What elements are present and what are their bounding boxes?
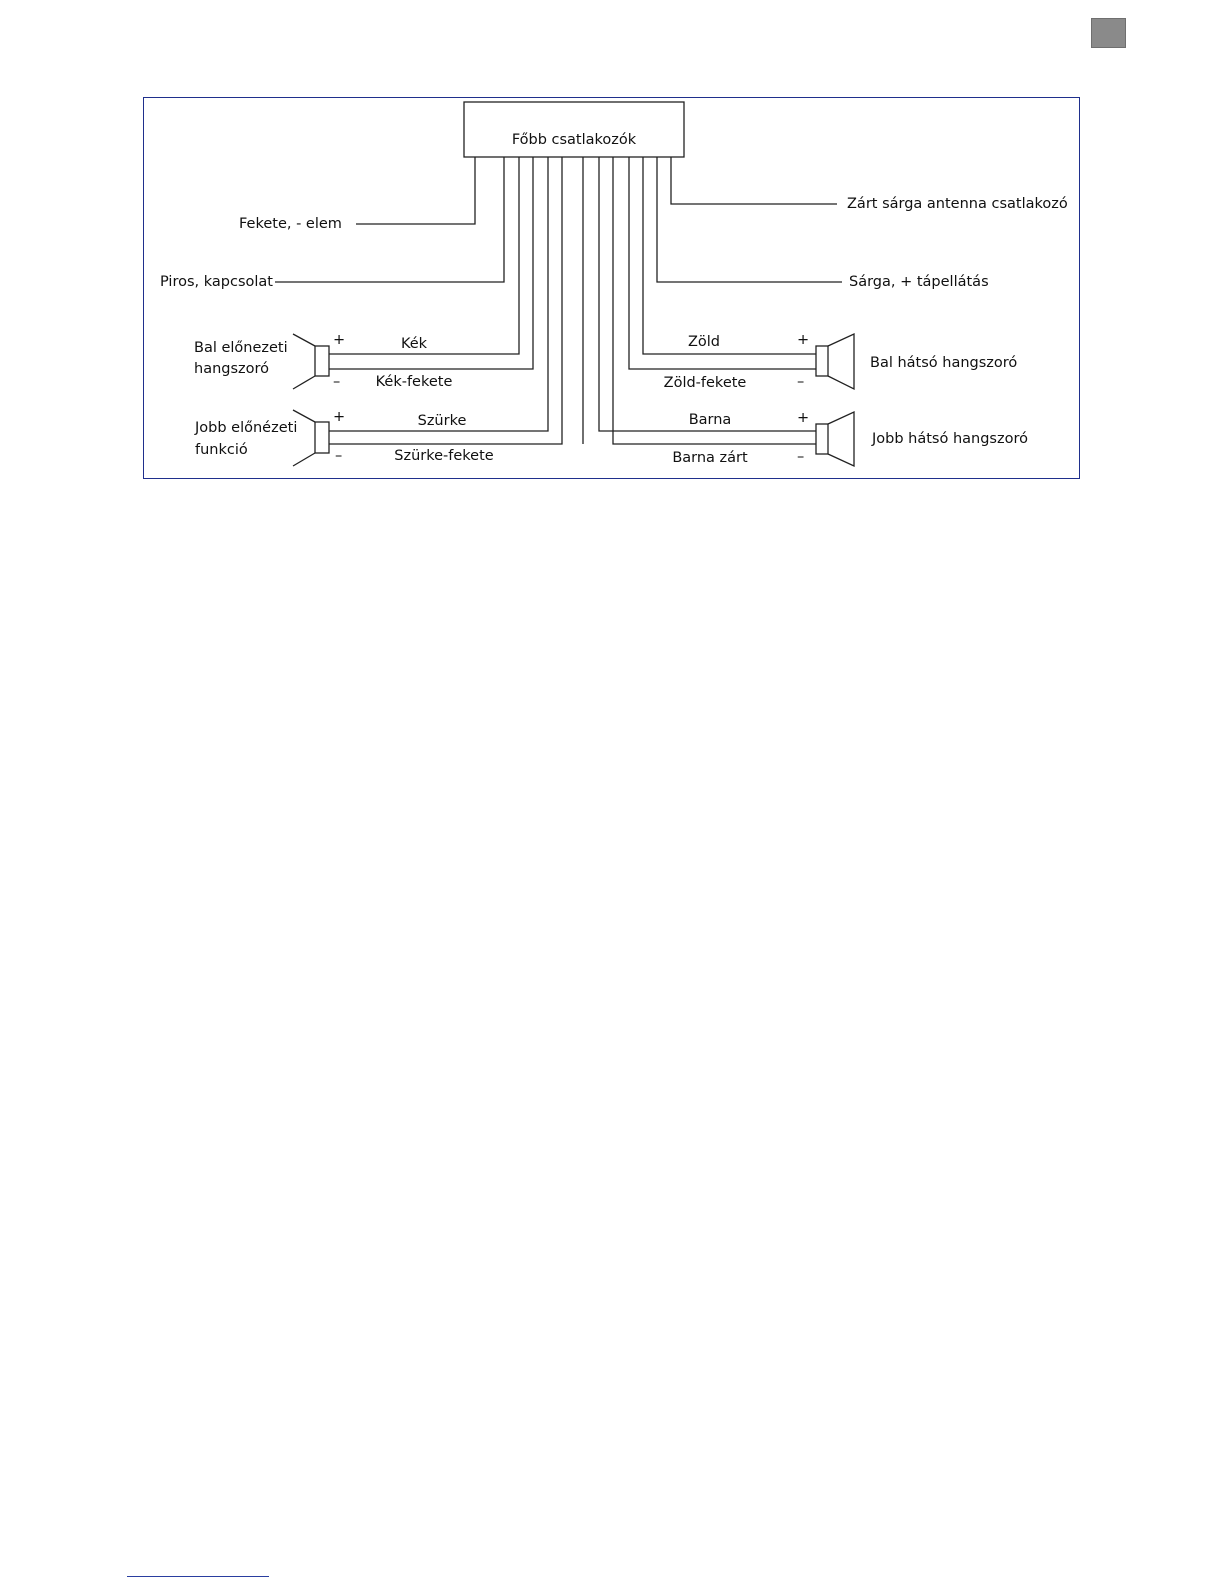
wire-blue-black [329, 157, 533, 369]
polarity-plus-rear-left: + [797, 332, 810, 348]
main-connector-box [464, 102, 684, 157]
label-rear-right-speaker: Jobb hátsó hangszoró [872, 431, 1028, 447]
label-red-switch: Piros, kapcsolat [160, 274, 273, 290]
wire-black-ground [356, 157, 475, 224]
label-rear-left-speaker: Bal hátsó hangszoró [870, 355, 1018, 371]
label-black-ground: Fekete, - elem [239, 216, 342, 232]
speaker-rear-right-icon [816, 412, 854, 466]
polarity-plus-front-left: + [333, 332, 346, 348]
label-wire-green-black: Zöld-fekete [663, 375, 747, 391]
label-yellow-power: Sárga, + tápellátás [849, 274, 989, 290]
polarity-minus-front-left: – [333, 374, 341, 390]
wire-grey-black [329, 157, 562, 444]
polarity-plus-rear-right: + [797, 410, 810, 426]
label-front-right-speaker-line2: funkció [195, 442, 248, 458]
polarity-minus-rear-right: – [797, 449, 805, 465]
label-yellow-antenna: Zárt sárga antenna csatlakozó [847, 196, 1068, 212]
wiring-diagram [144, 98, 1079, 478]
polarity-plus-front-right: + [333, 409, 346, 425]
label-wire-blue-black: Kék-fekete [375, 374, 453, 390]
speaker-front-right-icon [293, 410, 329, 466]
speaker-rear-left-icon [816, 334, 854, 389]
polarity-minus-front-right: – [335, 448, 343, 464]
label-wire-grey: Szürke [417, 413, 467, 429]
label-front-left-speaker: Bal előnezeti [194, 340, 288, 356]
wire-yellow-antenna [671, 157, 837, 204]
label-wire-green: Zöld [687, 334, 721, 350]
wire-blue [329, 157, 519, 354]
footnote-rule [127, 1576, 269, 1577]
connector-label: Főbb csatlakozók [511, 132, 637, 148]
polarity-minus-rear-left: – [797, 374, 805, 390]
wire-yellow-power [657, 157, 842, 282]
label-wire-brown-stripe: Barna zárt [672, 450, 748, 466]
label-wire-brown: Barna [688, 412, 732, 428]
label-wire-blue: Kék [400, 336, 428, 352]
wire-green [643, 157, 816, 354]
label-front-right-speaker: Jobb előnézeti [195, 420, 298, 436]
label-front-left-speaker-line2: hangszoró [194, 361, 270, 377]
wiring-diagram-frame [143, 97, 1080, 479]
page-marker [1091, 18, 1126, 48]
speaker-front-left-icon [293, 334, 329, 389]
label-wire-grey-black: Szürke-fekete [394, 448, 494, 464]
